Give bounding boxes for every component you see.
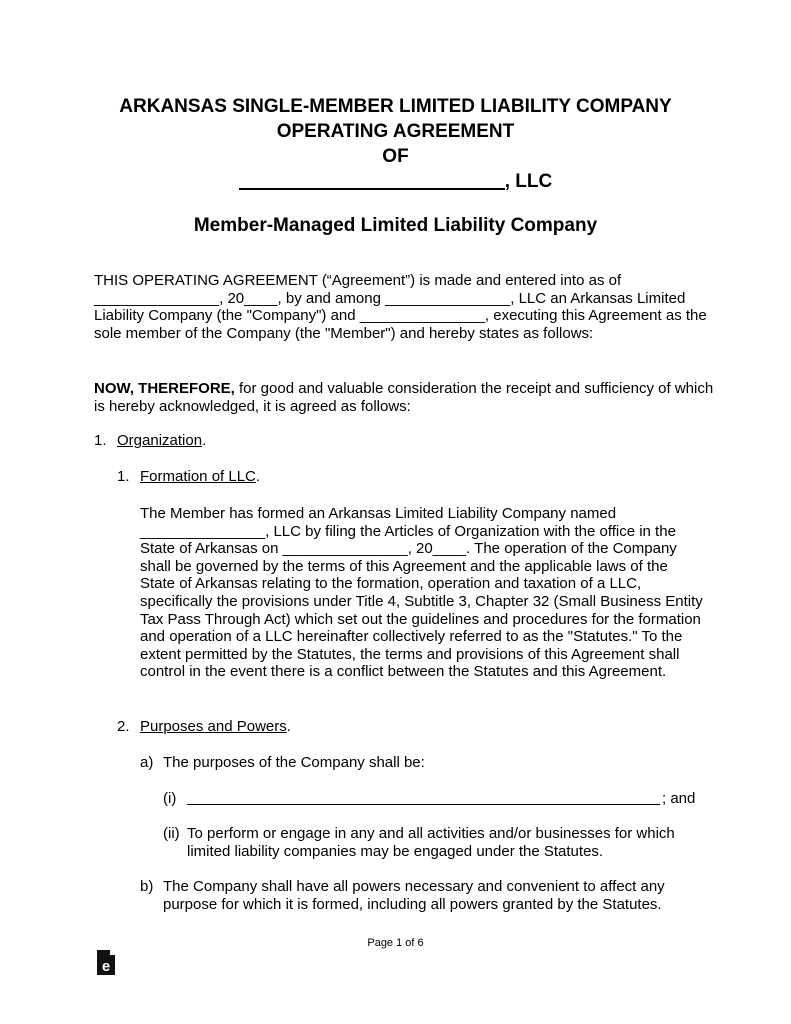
item-ii-label: (ii)	[163, 825, 180, 842]
document-title-line1: ARKANSAS SINGLE-MEMBER LIMITED LIABILITY COMPANY	[119, 96, 672, 117]
formation-paragraph: The Member has formed an Arkansas Limited Liability Company named _______________, LLC by filing the Articles of Organization with the office in the State of Arkansas on _______________, 20____. The operation of the Company shall be governed by the terms of this Agreement and the applicable laws of the State of Arkansas relating to the formation, operation and taxation of a LLC, specifically the provisions under Title 4, Subtitle 3, Chapter 32 (Small Business Entity Tax Pass Through Act) which set out the guidelines and procedures for the formation and operation of a LLC hereinafter collectively referred to as the "Statutes." To the extent permitted by the Statutes, the terms and provisions of this Agreement shall control in the event there is a conflict between the Statutes and this Agreement.	[140, 505, 703, 681]
intro-paragraph: THIS OPERATING AGREEMENT (“Agreement”) is made and entered into as of _______________, 20____, by and among _______________, LLC an Arkansas Limited Liability Company (the "Company") and _______________, executing this Agreement as the sole member of the Company (the "Member") and hereby states as follows:	[94, 272, 707, 342]
section1-heading-text: Organization	[117, 432, 203, 449]
eforms-logo-icon	[96, 950, 116, 976]
section1-1-heading	[140, 468, 260, 486]
section1-2-heading-text: Purposes and Powers	[140, 718, 287, 735]
section1-2-heading	[140, 718, 291, 736]
item-b-label: b)	[140, 878, 154, 895]
document-title-line2: OPERATING AGREEMENT	[276, 121, 515, 142]
page-number: Page 1 of 6	[367, 937, 424, 949]
item-b-text: The Company shall have all powers necessary and convenient to affect any purpose for which it is formed, including all powers granted by the Statutes.	[163, 878, 665, 913]
section1-2-heading-punct: .	[286, 718, 291, 735]
item-a-text: The purposes of the Company shall be:	[163, 754, 425, 771]
now-therefore-paragraph	[94, 380, 714, 415]
llc-suffix: , LLC	[504, 171, 553, 192]
section1-1-heading-text: Formation of LLC	[140, 468, 256, 485]
company-name-blank[interactable]	[239, 168, 505, 190]
now-therefore-text: for good and valuable consideration the receipt and sufficiency of which is hereby acknowledged, it is agreed as follows:	[94, 380, 714, 415]
section1-number: 1.	[94, 432, 107, 449]
now-therefore-bold: NOW, THEREFORE,	[94, 380, 235, 397]
item-ii-text: To perform or engage in any and all activities and/or businesses for which limited liability companies may be engaged under the Statutes.	[187, 825, 675, 860]
section1-2-number: 2.	[117, 718, 130, 735]
section1-heading-punct: .	[202, 432, 207, 449]
company-name-line	[0, 168, 791, 195]
document-subtitle: Member-Managed Limited Liability Company	[193, 215, 598, 236]
item-i-suffix: ; and	[662, 790, 696, 807]
section1-1-number: 1.	[117, 468, 130, 485]
svg-text:e: e	[101, 958, 111, 975]
item-a-label: a)	[140, 754, 154, 771]
section1-1-heading-punct: .	[255, 468, 261, 485]
document-title-line3: OF	[382, 146, 409, 167]
section1-heading	[117, 432, 206, 450]
item-i-label: (i)	[163, 790, 177, 807]
purpose-blank-line[interactable]	[187, 804, 660, 805]
